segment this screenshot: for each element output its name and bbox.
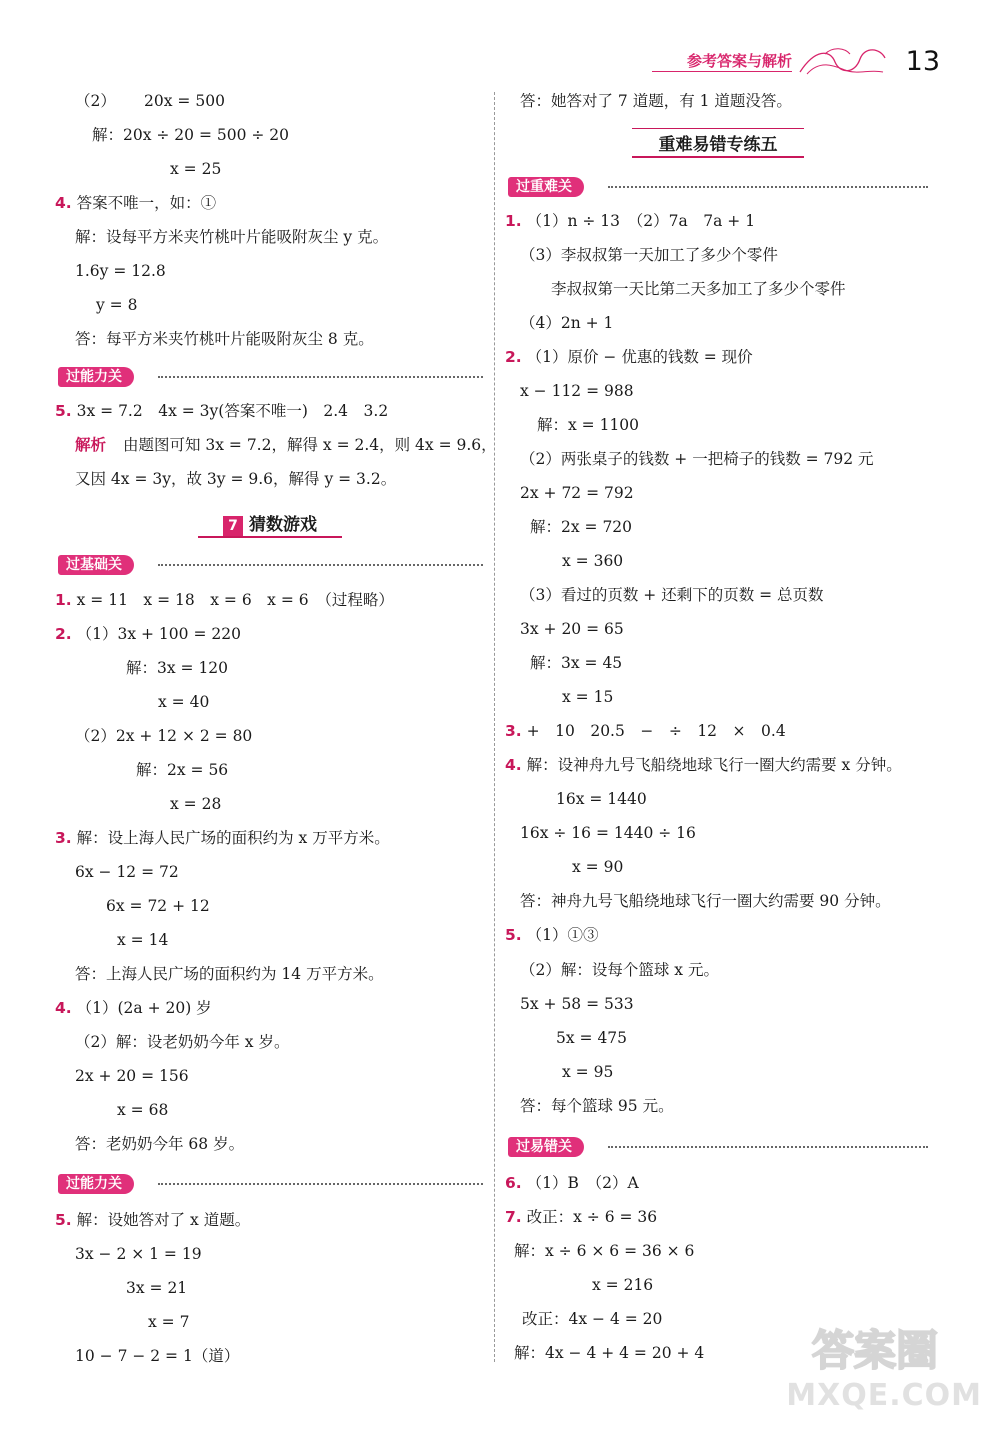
badge-label: 过能力关 (58, 1174, 134, 1194)
text-line: x = 90 (572, 858, 624, 876)
text-line: 16x = 1440 (556, 790, 647, 808)
section-number: 7 (223, 516, 243, 536)
question-4 (55, 193, 216, 213)
question-text: （1）B （2）A (526, 1174, 639, 1192)
text-line: （4）2n + 1 (520, 314, 614, 332)
text-line: 答：每平方米夹竹桃叶片能吸附灰尘 8 克。 (75, 330, 374, 348)
question-number: 1. (55, 591, 72, 609)
text-line: （3）李叔叔第一天加工了多少个零件 (520, 246, 778, 264)
question-number: 3. (505, 722, 522, 740)
text-line: x = 360 (562, 552, 624, 570)
text-line: 答：她答对了 7 道题，有 1 道题没答。 (520, 92, 792, 110)
dotted-rule (158, 376, 483, 378)
text-line: （2）解：设老奶奶今年 x 岁。 (75, 1033, 290, 1051)
question-4b (55, 998, 212, 1018)
text-line: 解：设每平方米夹竹桃叶片能吸附灰尘 y 克。 (75, 228, 389, 246)
text-line: 1.6y = 12.8 (75, 262, 166, 280)
text-line: 解：4x − 4 + 4 = 20 + 4 (514, 1344, 705, 1362)
analysis-label: 解析 (75, 436, 107, 454)
question-text: + 10 20.5 − ÷ 12 × 0.4 (526, 722, 786, 740)
text-line: 答：神舟九号飞船绕地球飞行一圈大约需要 90 分钟。 (520, 892, 891, 910)
text-line: 解：3x = 120 (126, 659, 229, 677)
badge-guoneng (58, 366, 483, 386)
text-line: 李叔叔第一天比第二天多加工了多少个零件 (551, 280, 846, 298)
question-text: （1）①③ (526, 926, 599, 944)
badge-label: 过易错关 (508, 1137, 584, 1157)
question-5b (55, 1210, 250, 1230)
question-text: （1）n ÷ 13 （2）7a 7a + 1 (526, 212, 756, 230)
header-underline (652, 71, 792, 72)
text-line: 解：2x = 56 (136, 761, 229, 779)
text-line: 5x + 58 = 533 (520, 995, 634, 1013)
section-underline (632, 156, 804, 158)
question-2 (505, 347, 753, 367)
question-text: （1）原价 − 优惠的钱数 = 现价 (526, 348, 753, 366)
watermark-logo-icon (802, 1323, 972, 1375)
question-number: 5. (55, 402, 72, 420)
badge-label: 过基础关 (58, 555, 134, 575)
text-line: x = 68 (117, 1101, 169, 1119)
dotted-rule (158, 564, 483, 566)
question-1 (55, 590, 394, 610)
text-line: x = 95 (562, 1063, 614, 1081)
text-line: （2） 20x = 500 (75, 92, 225, 110)
question-4 (505, 755, 902, 775)
text-line: y = 8 (96, 296, 138, 314)
section-title-zhongnan (632, 128, 804, 158)
text-line: 答：老奶奶今年 68 岁。 (75, 1135, 245, 1153)
text-line: 答：上海人民广场的面积约为 14 万平方米。 (75, 965, 384, 983)
question-5 (505, 925, 599, 945)
question-number: 2. (505, 348, 522, 366)
question-1 (505, 211, 755, 231)
analysis-line (75, 435, 497, 455)
section-underline (198, 536, 342, 538)
text-line: 改正：4x − 4 = 20 (522, 1310, 663, 1328)
text-line: （3）看过的页数 + 还剩下的页数 = 总页数 (520, 586, 824, 604)
text-line: 2x + 72 = 792 (520, 484, 634, 502)
text-line: （2）2x + 12 × 2 = 80 (75, 727, 253, 745)
text-line: x = 25 (170, 160, 222, 178)
text-line: 解：x ÷ 6 × 6 = 36 × 6 (514, 1242, 695, 1260)
badge-guoneng-2 (58, 1173, 483, 1193)
dotted-rule (158, 1183, 483, 1185)
text-line: 6x = 72 + 12 (106, 897, 210, 915)
text-line: 16x ÷ 16 = 1440 ÷ 16 (520, 824, 696, 842)
question-number: 4. (505, 756, 522, 774)
question-text: 解：设神舟九号飞船绕地球飞行一圈大约需要 x 分钟。 (526, 756, 902, 774)
question-3 (505, 721, 786, 741)
text-line: 5x = 475 (556, 1029, 628, 1047)
text-line: x = 14 (117, 931, 169, 949)
question-number: 1. (505, 212, 522, 230)
question-5 (55, 401, 388, 421)
text-line: （2）两张桌子的钱数 + 一把椅子的钱数 = 792 元 (520, 450, 874, 468)
dotted-rule (608, 186, 928, 188)
text-line: 3x − 2 × 1 = 19 (75, 1245, 202, 1263)
badge-label: 过能力关 (58, 367, 134, 387)
column-divider (494, 92, 495, 1362)
question-number: 5. (505, 926, 522, 944)
text-line: 答：每个篮球 95 元。 (520, 1097, 674, 1115)
text-line: 解：x = 1100 (537, 416, 640, 434)
text-line: x = 216 (592, 1276, 654, 1294)
question-number: 4. (55, 999, 72, 1017)
question-2 (55, 624, 241, 644)
text-line: x − 112 = 988 (520, 382, 634, 400)
text-line: 解：3x = 45 (530, 654, 623, 672)
question-text: 解：设她答对了 x 道题。 (76, 1211, 251, 1229)
text-line: 3x = 21 (126, 1279, 188, 1297)
badge-label: 过重难关 (508, 177, 584, 197)
badge-guojichu (58, 554, 483, 574)
question-text: （1）3x + 100 = 220 (76, 625, 241, 643)
badge-guoyicuo (508, 1136, 928, 1156)
header-title: 参考答案与解析 (686, 52, 792, 70)
question-text: 答案不唯一，如：① (76, 194, 217, 212)
section-name: 猜数游戏 (249, 515, 317, 535)
watermark-logo (782, 1323, 982, 1413)
page-number: 13 (905, 46, 940, 77)
question-text: 解：设上海人民广场的面积约为 x 万平方米。 (76, 829, 390, 847)
text-line: x = 7 (148, 1313, 190, 1331)
text-line: x = 40 (158, 693, 210, 711)
text-line: （2）解：设每个篮球 x 元。 (520, 961, 719, 979)
text-line: 6x − 12 = 72 (75, 863, 179, 881)
question-number: 4. (55, 194, 72, 212)
analysis-text: 由题图可知 3x = 7.2，解得 x = 2.4，则 4x = 9.6， (122, 436, 497, 454)
text-line: 解：20x ÷ 20 = 500 ÷ 20 (92, 126, 290, 144)
question-text: 改正：x ÷ 6 = 36 (526, 1208, 658, 1226)
badge-guozhongnan (508, 176, 928, 196)
text-line: x = 15 (562, 688, 614, 706)
watermark-text: MXQE.COM (786, 1378, 982, 1413)
question-text: 3x = 7.2 4x = 3y(答案不唯一) 2.4 3.2 (76, 402, 389, 420)
section-name: 重难易错专练五 (658, 135, 778, 155)
text-line: x = 28 (170, 795, 222, 813)
question-number: 2. (55, 625, 72, 643)
section-title-7 (198, 508, 342, 538)
text-line: 2x + 20 = 156 (75, 1067, 189, 1085)
question-7 (505, 1207, 657, 1227)
question-number: 5. (55, 1211, 72, 1229)
decorative-swirl-icon (795, 44, 890, 78)
question-number: 3. (55, 829, 72, 847)
text-line: 10 − 7 − 2 = 1（道） (75, 1347, 240, 1365)
text-line: 3x + 20 = 65 (520, 620, 624, 638)
question-number: 6. (505, 1174, 522, 1192)
question-text: x = 11 x = 18 x = 6 x = 6 （过程略） (76, 591, 394, 609)
analysis-line: 又因 4x = 3y，故 3y = 9.6，解得 y = 3.2。 (75, 470, 397, 488)
watermark-logo-text: 答案圈 (812, 1326, 939, 1375)
question-number: 7. (505, 1208, 522, 1226)
question-6 (505, 1173, 639, 1193)
question-3 (55, 828, 390, 848)
dotted-rule (608, 1146, 928, 1148)
text-line: 解：2x = 720 (530, 518, 633, 536)
question-text: （1）(2a + 20) 岁 (76, 999, 212, 1017)
